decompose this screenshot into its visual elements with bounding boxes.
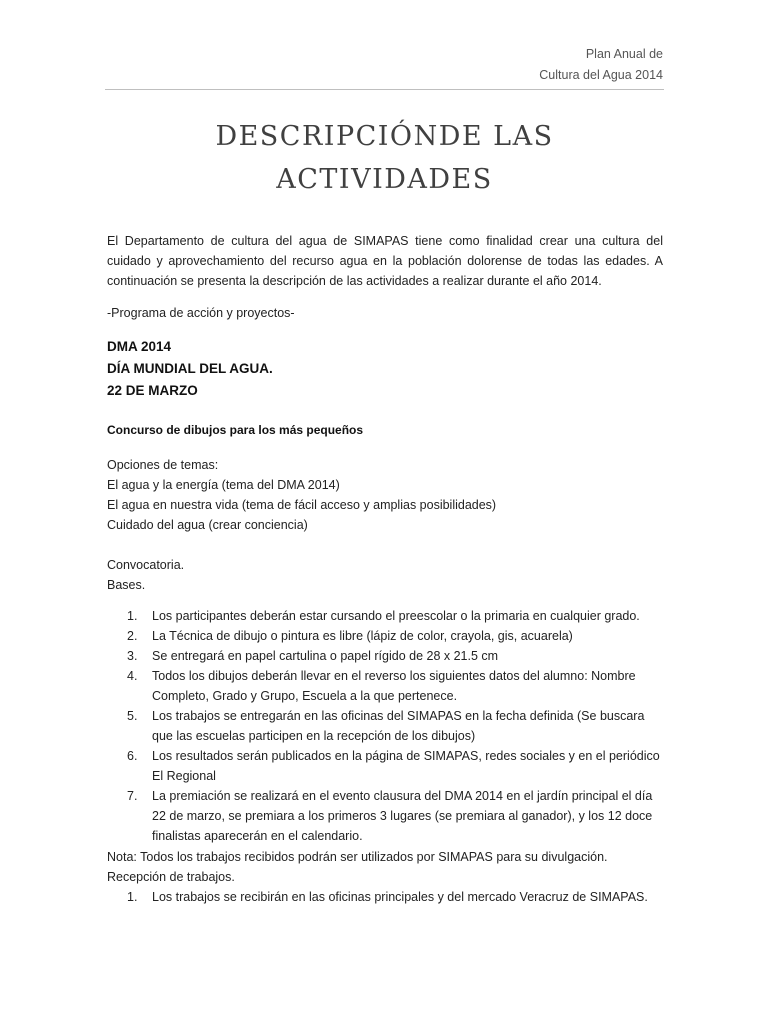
program-label: -Programa de acción y proyectos-	[107, 306, 295, 320]
list-text: Los trabajos se recibirán en las oficinas principales y del mercado Veracruz de SIMAPAS.	[152, 890, 648, 904]
list-number: 6.	[127, 749, 138, 763]
list-item	[107, 606, 663, 626]
topic-options	[107, 455, 663, 535]
header-line-2: Cultura del Agua 2014	[539, 68, 663, 82]
list-item	[107, 666, 663, 706]
options-heading: Opciones de temas:	[107, 458, 219, 472]
list-text: Todos los dibujos deberán llevar en el reverso los siguientes datos del alumno: Nombre Completo, Grado y Grupo, Escuela a la que pertenece.	[152, 669, 636, 703]
dma-line-3: 22 DE MARZO	[107, 383, 198, 398]
list-number: 2.	[127, 629, 138, 643]
rules-list	[107, 606, 663, 846]
dma-heading	[107, 336, 273, 402]
list-number: 4.	[127, 669, 138, 683]
list-number: 7.	[127, 789, 138, 803]
list-text: La premiación se realizará en el evento clausura del DMA 2014 en el jardín principal el día 22 de marzo, se premiara a los primeros 3 lugares (se premiara al ganador), y los 12 doce finalistas aparecerán en el calendario.	[152, 789, 653, 843]
convocatoria-label: Convocatoria.	[107, 558, 185, 572]
notes-section	[107, 847, 663, 887]
list-text: Los trabajos se entregarán en las oficinas del SIMAPAS en la fecha definida (Se buscara que las escuelas participen en la recepción de los dibujos)	[152, 709, 645, 743]
list-item	[107, 626, 663, 646]
page-title	[105, 115, 664, 201]
intro-paragraph: El Departamento de cultura del agua de SIMAPAS tiene como finalidad crear una cultura del cuidado y aprovechamiento del recurso agua en la población dolorense de todas las edades. A continuación se presenta la descripción de las actividades a realizar durante el año 2014.	[107, 234, 663, 288]
call-section	[107, 555, 663, 595]
list-text: La Técnica de dibujo o pintura es libre (lápiz de color, crayola, gis, acuarela)	[152, 629, 573, 643]
bases-label: Bases.	[107, 578, 146, 592]
list-item	[107, 887, 663, 907]
title-line-2: ACTIVIDADES	[276, 164, 493, 195]
reception-heading: Recepción de trabajos.	[107, 870, 235, 884]
list-text: Se entregará en papel cartulina o papel rígido de 28 x 21.5 cm	[152, 649, 499, 663]
list-number: 1.	[127, 609, 138, 623]
dma-line-2: DÍA MUNDIAL DEL AGUA.	[107, 361, 273, 376]
list-item	[107, 786, 663, 846]
reception-list	[107, 887, 663, 907]
option-item: El agua en nuestra vida (tema de fácil acceso y amplias posibilidades)	[107, 498, 497, 512]
option-item: Cuidado del agua (crear conciencia)	[107, 518, 308, 532]
list-number: 3.	[127, 649, 138, 663]
contest-title: Concurso de dibujos para los más pequeños	[107, 423, 364, 437]
list-number: 1.	[127, 890, 138, 904]
list-number: 5.	[127, 709, 138, 723]
header-line-1: Plan Anual de	[585, 47, 663, 61]
note-text: Nota: Todos los trabajos recibidos podrán ser utilizados por SIMAPAS para su divulgación.	[107, 850, 608, 864]
title-line-1: DESCRIPCIÓNDE LAS	[215, 121, 554, 152]
list-text: Los participantes deberán estar cursando el preescolar o la primaria en cualquier grado.	[152, 609, 640, 623]
list-item	[107, 646, 663, 666]
list-text: Los resultados serán publicados en la página de SIMAPAS, redes sociales y en el periódico El Regional	[152, 749, 660, 783]
list-item	[107, 706, 663, 746]
dma-line-1: DMA 2014	[107, 339, 172, 354]
option-item: El agua y la energía (tema del DMA 2014)	[107, 478, 340, 492]
header-divider	[105, 89, 664, 90]
page-header	[539, 44, 663, 86]
list-item	[107, 746, 663, 786]
